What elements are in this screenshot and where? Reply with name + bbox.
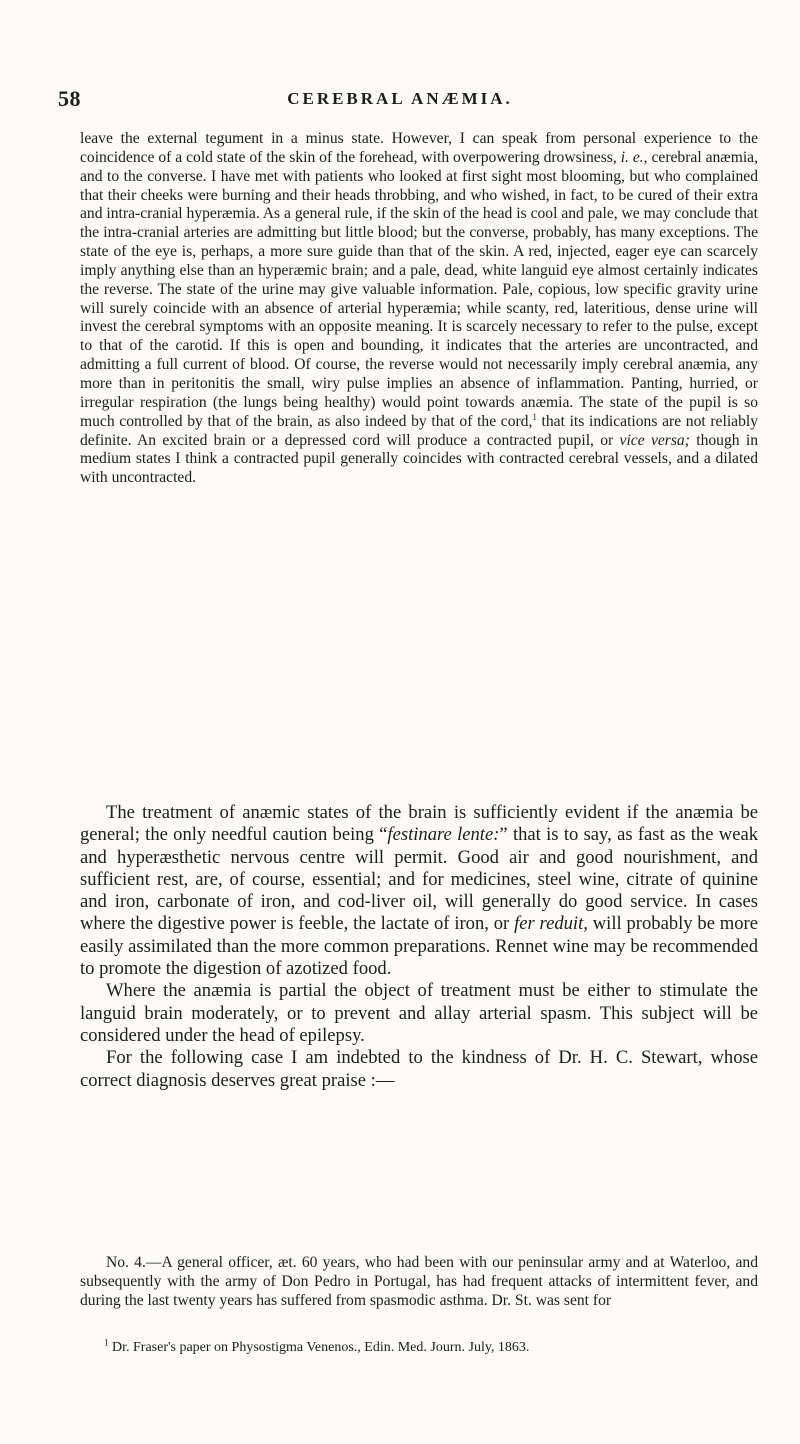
paragraph-signs-of-anaemia xyxy=(80,130,758,488)
footnote xyxy=(80,1339,758,1356)
footnote-reference: 1 xyxy=(532,411,537,422)
large-print-section xyxy=(80,802,758,1092)
case-section xyxy=(80,1254,758,1310)
italic-run: i. e. xyxy=(620,148,644,166)
italic-run: fer reduit, xyxy=(514,913,588,935)
footnote-text: Dr. Fraser's paper on Physostigma Venenos., Edin. Med. Journ. July, 1863. xyxy=(108,1340,530,1355)
text-run: that its indications are not reliably definite. An excited brain or a depressed cord will produce a contracted pupil, or xyxy=(80,412,758,449)
italic-run: vice versa; xyxy=(619,431,690,449)
paragraph-case-intro: For the following case I am indebted to the kindness of Dr. H. C. Stewart, whose correct diagnosis deserves great praise :— xyxy=(80,1047,758,1091)
text-run: ” that is to say, as fast as the weak and hyperæsthetic nervous centre will permit. Good air and good nourishment, and sufficient rest, are, of course, essential; and for medicines, steel wine, citrate of quinine and iron, carbonate of iron, and cod-liver oil, will generally do good service. In cases where the digestive power is feeble, the lactate of iron, or xyxy=(80,824,758,935)
italic-run: festinare lente: xyxy=(387,824,500,846)
running-title: CEREBRAL ANÆMIA. xyxy=(287,89,513,108)
page-number: 58 xyxy=(58,86,81,111)
text-run: leave the external tegument in a minus state. However, I can speak from personal experience to the coincidence of a cold state of the skin of the forehead, with overpowering drowsiness, xyxy=(80,130,758,166)
paragraph-treatment xyxy=(80,802,758,980)
text-run: will probably be more easily assimilated than the more common preparations. Rennet wine may be recommended to promote the digestion of azotized food. xyxy=(80,913,758,980)
text-run: , cerebral anæmia, and to the converse. I have met with patients who looked at first sight most blooming, but who complained that their cheeks were burning and their heads throbbing, and who wished, in fact, to be cured of their extra and intra-cranial hyperæmia. As a general rule, if the skin of the head is cool and pale, we may conclude that the intra-cranial arteries are admitting but little blood; but the converse, probably, has many exceptions. The state of the eye is, perhaps, a more sure guide than that of the skin. A red, injected, eager eye can scarcely imply anything else than an hyperæmic brain; and a pale, dead, white languid eye almost certainly indicates the reverse. The state of the urine may give valuable information. Pale, copious, low specific gravity urine will surely coincide with an absence of arterial hyperæmia; while scanty, red, lateritious, dense urine will invest the cerebral symptoms with an opposite meaning. It is scarcely necessary to refer to the pulse, except to that of the carotid. If this is open and bounding, it indicates that the arteries are uncontracted, and admitting a full current of blood. Of course, the reverse would not necessarily imply cerebral anæmia, any more than in peritonitis the small, wiry pulse implies an absence of inflammation. Panting, hurried, or irregular respiration (the lungs being healthy) would point towards anæmia. The state of the pupil is so much controlled by that of the brain, as also indeed by that of the cord, xyxy=(80,148,758,430)
paragraph-case-4: No. 4.—A general officer, æt. 60 years, who had been with our peninsular army and at Waterloo, and subsequently with the army of Don Pedro in Portugal, has had frequent attacks of intermittent fever, and during the last twenty years has suffered from spasmodic asthma. Dr. St. was sent for xyxy=(80,1254,758,1309)
footnote-marker: 1 xyxy=(104,1337,109,1348)
page-header xyxy=(0,86,800,118)
text-run: though in medium states I think a contracted pupil generally coincides with contracted cerebral vessels, and a dilated with uncontracted. xyxy=(80,431,759,487)
paragraph-partial-anaemia: Where the anæmia is partial the object of treatment must be either to stimulate the languid brain moderately, or to prevent and allay arterial spasm. This subject will be considered under the head of epilepsy. xyxy=(80,980,758,1046)
small-print-section xyxy=(80,130,758,488)
text-run: The treatment of anæmic states of the brain is sufficiently evident if the anæmia be general; the only needful caution being “ xyxy=(80,802,758,846)
